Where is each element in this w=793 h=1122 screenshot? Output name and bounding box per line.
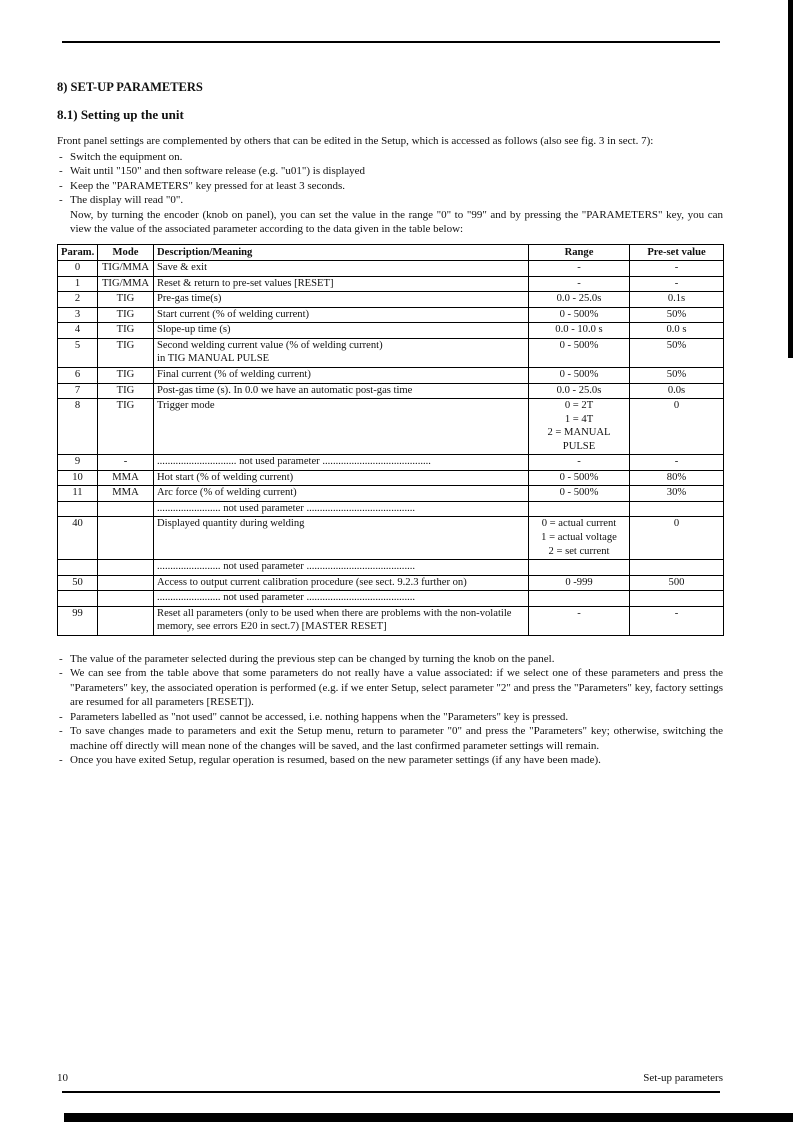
- cell-preset: [630, 501, 724, 517]
- col-header-preset: Pre-set value: [630, 244, 724, 261]
- cell-param: 0: [58, 261, 98, 277]
- table-row: [58, 486, 724, 502]
- col-header-param: Param.: [58, 244, 98, 261]
- cell-preset: [630, 591, 724, 607]
- cell-range: [529, 591, 630, 607]
- cell-mode: -: [98, 455, 154, 471]
- cell-description: Reset all parameters (only to be used when there are problems with the non-volatile memory, see errors E20 in sect.7) [MASTER RESET]: [154, 606, 529, 635]
- table-row: [58, 292, 724, 308]
- cell-preset: -: [630, 455, 724, 471]
- cell-description: ........................ not used parameter .........................................: [154, 591, 529, 607]
- cell-range: 0.0 - 25.0s: [529, 383, 630, 399]
- cell-preset: -: [630, 261, 724, 277]
- cell-mode: MMA: [98, 470, 154, 486]
- cell-range: 0.0 - 25.0s: [529, 292, 630, 308]
- table-row: [58, 383, 724, 399]
- cell-range: 0 - 500%: [529, 338, 630, 367]
- note-item: - Parameters labelled as "not used" cannot be accessed, i.e. nothing happens when the "Parameters" key is pressed.: [57, 710, 723, 725]
- table-row: [58, 455, 724, 471]
- cell-mode: TIG: [98, 367, 154, 383]
- table-row: [58, 338, 724, 367]
- param-table-body: [58, 261, 724, 636]
- table-row: [58, 501, 724, 517]
- setup-step: - Switch the equipment on.: [57, 150, 723, 165]
- col-header-range: Range: [529, 244, 630, 261]
- page-content: [57, 80, 723, 768]
- table-row: [58, 367, 724, 383]
- cell-mode: TIG: [98, 323, 154, 339]
- cell-range: -: [529, 261, 630, 277]
- cell-preset: -: [630, 276, 724, 292]
- cell-preset: 0.0s: [630, 383, 724, 399]
- table-row: [58, 399, 724, 455]
- cell-range: 0 = 2T 1 = 4T 2 = MANUAL PULSE: [529, 399, 630, 455]
- cell-description: Save & exit: [154, 261, 529, 277]
- encoder-note: Now, by turning the encoder (knob on panel), you can set the value in the range "0" to "99" and by pressing the "PARAMETERS" key, you can view the value of the associated parameter according to the data given in the table below:: [70, 208, 723, 236]
- cell-param: 3: [58, 307, 98, 323]
- cell-mode: TIG: [98, 307, 154, 323]
- cell-param: 10: [58, 470, 98, 486]
- table-row: [58, 591, 724, 607]
- cell-preset: 30%: [630, 486, 724, 502]
- table-header-row: [58, 244, 724, 261]
- table-row: [58, 470, 724, 486]
- cell-range: 0 - 500%: [529, 367, 630, 383]
- setup-step: - Wait until "150" and then software release (e.g. "u01") is displayed: [57, 164, 723, 179]
- cell-param: 40: [58, 517, 98, 560]
- note-item: - We can see from the table above that some parameters do not really have a value associated: if we select one of these parameters and press the "Parameters" key, the associated operation is performed (e.g. if we enter Setup, select parameter "2" and press the "Parameters" key, factory settings are resumed for all parameters [RESET]).: [57, 666, 723, 710]
- footer-section-label: Set-up parameters: [643, 1072, 723, 1084]
- notes-list: [57, 652, 723, 768]
- table-row: [58, 276, 724, 292]
- cell-description: Second welding current value (% of welding current) in TIG MANUAL PULSE: [154, 338, 529, 367]
- setup-step: - The display will read "0".: [57, 193, 723, 208]
- table-header: [58, 244, 724, 261]
- setup-step: - Keep the "PARAMETERS" key pressed for at least 3 seconds.: [57, 179, 723, 194]
- cell-param: 1: [58, 276, 98, 292]
- cell-range: 0 - 500%: [529, 470, 630, 486]
- cell-range: 0 = actual current 1 = actual voltage 2 = set current: [529, 517, 630, 560]
- scan-edge-bottom: [64, 1113, 793, 1122]
- cell-param: 7: [58, 383, 98, 399]
- cell-preset: 0.1s: [630, 292, 724, 308]
- footer-rule: [62, 1091, 720, 1093]
- cell-preset: 500: [630, 575, 724, 591]
- cell-description: Arc force (% of welding current): [154, 486, 529, 502]
- cell-description: ........................ not used parameter .........................................: [154, 501, 529, 517]
- cell-description: Slope-up time (s): [154, 323, 529, 339]
- cell-range: 0 -999: [529, 575, 630, 591]
- cell-preset: 50%: [630, 307, 724, 323]
- table-row: [58, 517, 724, 560]
- table-row: [58, 575, 724, 591]
- cell-preset: 0: [630, 399, 724, 455]
- parameters-table: [57, 244, 724, 636]
- page-number: 10: [57, 1072, 68, 1084]
- cell-mode: TIG/MMA: [98, 276, 154, 292]
- cell-mode: [98, 606, 154, 635]
- cell-mode: TIG: [98, 383, 154, 399]
- note-item: - Once you have exited Setup, regular operation is resumed, based on the new parameter settings (if any have been made).: [57, 753, 723, 768]
- cell-mode: [98, 517, 154, 560]
- top-rule: [62, 41, 720, 43]
- cell-description: Hot start (% of welding current): [154, 470, 529, 486]
- cell-mode: [98, 501, 154, 517]
- scan-edge-right: [788, 0, 793, 358]
- cell-description: ........................ not used parameter .........................................: [154, 560, 529, 576]
- cell-mode: [98, 591, 154, 607]
- cell-param: 99: [58, 606, 98, 635]
- note-item: - To save changes made to parameters and exit the Setup menu, return to parameter "0" and press the "Parameters" key; otherwise, switching the machine off directly will mean none of the changes will be saved, and the last confirmed parameter settings will remain.: [57, 724, 723, 753]
- table-row: [58, 606, 724, 635]
- cell-param: 8: [58, 399, 98, 455]
- cell-description: Reset & return to pre-set values [RESET]: [154, 276, 529, 292]
- cell-range: -: [529, 455, 630, 471]
- table-row: [58, 307, 724, 323]
- setup-steps-list: [57, 150, 723, 208]
- cell-range: -: [529, 276, 630, 292]
- table-row: [58, 261, 724, 277]
- cell-description: .............................. not used parameter .........................................: [154, 455, 529, 471]
- cell-description: Trigger mode: [154, 399, 529, 455]
- table-row: [58, 323, 724, 339]
- cell-mode: TIG: [98, 338, 154, 367]
- cell-preset: 50%: [630, 338, 724, 367]
- cell-mode: TIG: [98, 292, 154, 308]
- cell-mode: TIG/MMA: [98, 261, 154, 277]
- cell-range: [529, 560, 630, 576]
- cell-param: 4: [58, 323, 98, 339]
- cell-param: 6: [58, 367, 98, 383]
- cell-preset: 80%: [630, 470, 724, 486]
- intro-paragraph: Front panel settings are complemented by others that can be edited in the Setup, which is accessed as follows (also see fig. 3 in sect. 7):: [57, 135, 654, 147]
- cell-mode: [98, 560, 154, 576]
- cell-range: [529, 501, 630, 517]
- cell-description: Access to output current calibration procedure (see sect. 9.2.3 further on): [154, 575, 529, 591]
- cell-param: 50: [58, 575, 98, 591]
- cell-preset: -: [630, 606, 724, 635]
- subsection-heading: 8.1) Setting up the unit: [57, 107, 184, 122]
- cell-description: Displayed quantity during welding: [154, 517, 529, 560]
- cell-range: 0.0 - 10.0 s: [529, 323, 630, 339]
- cell-range: 0 - 500%: [529, 486, 630, 502]
- cell-param: [58, 560, 98, 576]
- cell-param: [58, 591, 98, 607]
- cell-mode: MMA: [98, 486, 154, 502]
- cell-preset: 0.0 s: [630, 323, 724, 339]
- cell-mode: TIG: [98, 399, 154, 455]
- cell-description: Final current (% of welding current): [154, 367, 529, 383]
- cell-param: 2: [58, 292, 98, 308]
- section-heading: 8) SET-UP PARAMETERS: [57, 80, 203, 94]
- cell-param: 5: [58, 338, 98, 367]
- table-row: [58, 560, 724, 576]
- page-footer: [57, 1072, 723, 1084]
- cell-preset: 50%: [630, 367, 724, 383]
- cell-param: [58, 501, 98, 517]
- cell-description: Pre-gas time(s): [154, 292, 529, 308]
- cell-param: 11: [58, 486, 98, 502]
- col-header-mode: Mode: [98, 244, 154, 261]
- cell-param: 9: [58, 455, 98, 471]
- cell-mode: [98, 575, 154, 591]
- cell-description: Post-gas time (s). In 0.0 we have an automatic post-gas time: [154, 383, 529, 399]
- cell-range: 0 - 500%: [529, 307, 630, 323]
- col-header-description: Description/Meaning: [154, 244, 529, 261]
- cell-range: -: [529, 606, 630, 635]
- cell-description: Start current (% of welding current): [154, 307, 529, 323]
- cell-preset: [630, 560, 724, 576]
- note-item: - The value of the parameter selected during the previous step can be changed by turning the knob on the panel.: [57, 652, 723, 667]
- cell-preset: 0: [630, 517, 724, 560]
